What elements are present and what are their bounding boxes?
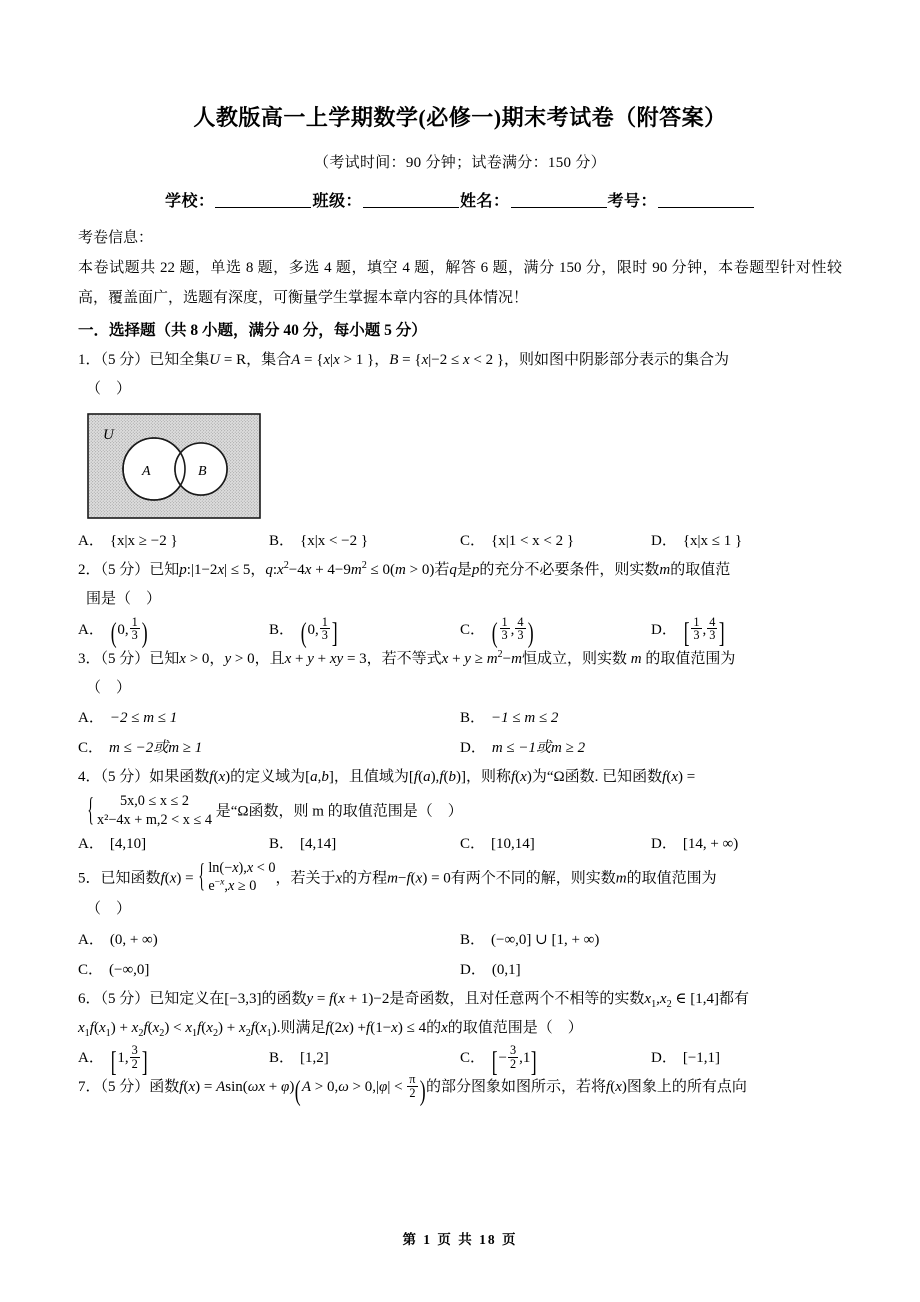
question-6-text-cont: $x_1f(x_1) + x_2f(x_2) < x_1f(x_2) + x_2f(x_1)$.则满足f(2x) +f(1−x) ≤ 4的x的取值范围是（ ） (78, 1019, 583, 1039)
piecewise-row-2: $e^{-x},x \ge 0$ (208, 876, 257, 895)
option-lower: 1 (117, 1050, 125, 1067)
option-text: m ≤ −2或m ≥ 1 (109, 740, 203, 757)
option-1-a[interactable] (78, 526, 269, 556)
option-text: [14, + ∞) (682, 835, 739, 852)
exam-no-label: 考号： (607, 192, 658, 210)
option-text: −2 ≤ m ≤ 1 (109, 710, 178, 727)
question-4-options (78, 829, 842, 859)
option-1-b[interactable] (269, 526, 460, 556)
option-6-b[interactable] (269, 1043, 460, 1073)
question-6-options (78, 1043, 842, 1078)
option-text: {x|x < −2 } (300, 533, 369, 550)
question-3-paren: （ ） (86, 679, 132, 696)
option-3-d[interactable] (460, 733, 842, 763)
option-tag: C． (460, 835, 486, 852)
question-4-text: 4．（5 分）如果函数f(x)的定义域为[a,b]，且值域为[f(a),f(b)]，则称f(x)为“Ω函数. 已知函数f(x) = (78, 769, 696, 786)
pi-over-two-fraction: $\frac{\pi}{2}$ (409, 1072, 416, 1100)
option-tag: D． (651, 621, 677, 638)
option-2-b[interactable]: B． (0, $\frac{1}{3}$ ] (269, 614, 338, 650)
option-4-a[interactable] (78, 829, 269, 859)
name-label: 姓名： (460, 192, 510, 210)
question-6-text: 6．（5 分）已知定义在[−3,3]的函数y = f(x + 1)−2是奇函数，且对任意两个不相等的实数$x_1,x_2$ ∈ [1,4]都有 (78, 990, 750, 1010)
option-tag: B． (460, 931, 486, 948)
school-label: 学校： (164, 192, 215, 210)
delim-right: ) (419, 1075, 426, 1107)
option-3-a[interactable] (78, 703, 460, 733)
option-6-d[interactable] (651, 1043, 842, 1073)
option-5-d[interactable] (460, 955, 842, 985)
option-2-c[interactable]: C． ( $\frac{1}{3}$ , $\frac{4}{3}$ ) (460, 614, 534, 650)
question-3-number: 3 (78, 650, 86, 667)
option-lower-sign: − (498, 1050, 507, 1067)
option-3-c[interactable] (78, 733, 460, 763)
option-2-d[interactable]: D． [ $\frac{1}{3}$ , $\frac{4}{3}$ ] (651, 614, 726, 650)
question-5-number: 5 (78, 870, 86, 887)
question-2-text-cont (78, 585, 842, 614)
option-tag: B． (269, 533, 295, 550)
question-2-text: 2．（5 分）已知p:|1−2x| ≤ 5，$q:x^2-4x + 4-9m^2 \le 0(m > 0)$若q是p的充分不必要条件，则实数m的取值范 (78, 560, 731, 579)
option-5-c[interactable] (78, 955, 460, 985)
option-3-b[interactable] (460, 703, 842, 733)
option-tag: D． (460, 961, 486, 978)
option-tag: A． (78, 835, 104, 852)
option-tag: B． (460, 710, 486, 727)
option-upper-fraction: $\frac{3}{2}$ (131, 1043, 138, 1071)
option-text: −1 ≤ m ≤ 2 (491, 710, 559, 727)
question-4-tail: 是“Ω函数，则 m 的取值范围是（ ） (215, 803, 463, 820)
option-text: {x|x ≤ 1 } (682, 533, 743, 550)
delim-left: ( (300, 618, 307, 650)
delim-left: ( (491, 618, 498, 650)
option-tag: A． (78, 710, 104, 727)
question-2-tail: 围是 (86, 591, 117, 608)
option-text: {x|1 < x < 2 } (491, 533, 575, 550)
class-label: 班级： (312, 192, 362, 210)
venn-universe-label: U (103, 427, 114, 444)
question-5-options-row2 (78, 955, 842, 985)
delim-right: ] (331, 618, 338, 650)
option-tag: C． (460, 621, 486, 638)
option-4-d[interactable] (651, 829, 842, 859)
option-6-c[interactable]: C． [− $\frac{3}{2}$ ,1] (460, 1043, 538, 1078)
option-tag: A． (78, 621, 104, 638)
option-tag: C． (78, 961, 104, 978)
option-text: [4,10] (109, 835, 147, 852)
option-lower: 0 (117, 621, 125, 638)
option-tag: C． (78, 740, 104, 757)
option-tag: C． (460, 533, 486, 550)
option-1-c[interactable] (460, 526, 651, 556)
venn-diagram (86, 412, 262, 520)
option-tag: B． (269, 1050, 295, 1067)
option-tag: A． (78, 931, 104, 948)
option-upper: 1 (522, 1050, 531, 1067)
question-1-options (78, 526, 842, 556)
page-content (78, 0, 842, 1107)
option-tag: D． (651, 835, 677, 852)
question-7-text: 7．（5 分）函数f(x) = Asin(ωx + φ)(A > 0,ω > 0,|φ| < $\frac{\pi}{2}$ )的部分图象如图所示，若将f(x)图象上的所有点向 (78, 1072, 747, 1107)
delim-right: ] (141, 1046, 148, 1078)
option-text: (−∞,0] (109, 961, 150, 978)
delim-left: ( (110, 618, 117, 650)
option-text: (0, + ∞) (109, 931, 158, 948)
question-7-number: 7 (78, 1079, 86, 1096)
question-4-number: 4 (78, 769, 86, 786)
piecewise-row-1: { 5x,0 ≤ x ≤ 2 (119, 793, 190, 810)
option-tag: B． (269, 621, 295, 638)
option-6-a[interactable]: A． [1, $\frac{3}{2}$ ] (78, 1043, 148, 1078)
delim-right: ) (527, 618, 534, 650)
question-5-piecewise (197, 859, 275, 895)
question-4-marks: （5 分） (100, 769, 150, 786)
question-3-marks: （5 分） (100, 650, 150, 667)
option-tag: A． (78, 1050, 104, 1067)
option-text: [10,14] (491, 835, 535, 852)
option-lower-fraction: $\frac{3}{2}$ (509, 1043, 517, 1071)
piecewise-row-2: x²−4x + m,2 < x ≤ 4 (97, 811, 212, 828)
question-5-text: 5．已知函数f(x) = { ln(−x),x < 0 $e^{-x},x \ge 0$ ，若关于x的方程m−f(x) = 0有两个不同的解，则实数m的取值范围为 (78, 859, 842, 895)
exam-info-heading: 考卷信息： (78, 229, 154, 246)
option-text: m ≤ −1或m ≥ 2 (491, 740, 586, 757)
question-1-paren: （ ） (86, 380, 132, 397)
option-5-b[interactable] (460, 925, 842, 955)
option-4-c[interactable] (460, 829, 651, 859)
question-6-number: 6 (78, 990, 86, 1007)
delim-right: ] (719, 618, 726, 650)
question-3-options-row2 (78, 733, 842, 763)
option-tag: D． (651, 533, 677, 550)
option-text: [−1,1] (682, 1050, 721, 1067)
option-2-a[interactable]: A． (0, $\frac{1}{3}$ ) (78, 614, 148, 650)
option-text: (−∞,0] ∪ [1, + ∞) (491, 931, 600, 948)
section-heading-choice: 一．选择题（共 8 小题，满分 40 分，每小题 5 分） (78, 321, 427, 339)
question-1-number: 1 (78, 351, 86, 368)
option-tag: A． (78, 533, 104, 550)
venn-label-b: B (198, 464, 207, 480)
question-1-marks: （5 分） (100, 351, 150, 368)
question-4-text-cont (78, 792, 842, 828)
delim-right: ] (531, 1046, 538, 1078)
delim-right: ) (141, 618, 148, 650)
question-5-options-row1 (78, 925, 842, 955)
question-5-paren: （ ） (86, 901, 132, 918)
option-4-b[interactable] (269, 829, 460, 859)
option-5-a[interactable] (78, 925, 460, 955)
option-tag: D． (460, 740, 486, 757)
question-2-paren: （ ） (116, 591, 162, 608)
exam-subtitle: （考试时间：90 分钟；试卷满分：150 分） (314, 154, 606, 171)
question-3-text: 3．（5 分）已知x > 0，y > 0，且x + y + xy = 3，若不等式$x + y \ge m^2-m$恒成立，则实数 m 的取值范围为 (78, 648, 736, 667)
school-input[interactable] (215, 192, 311, 208)
option-tag: D． (651, 1050, 677, 1067)
option-tag: C． (460, 1050, 486, 1067)
class-input[interactable] (363, 192, 459, 208)
option-upper-fraction: $\frac{4}{3}$ (709, 614, 716, 643)
piecewise-row-1: { ln(−x),x < 0 (208, 859, 276, 876)
question-4-piecewise (86, 792, 212, 828)
question-2-options (78, 614, 842, 650)
option-lower-fraction: $\frac{1}{3}$ (501, 614, 508, 643)
page-footer: 第 1 页 共 18 页 (402, 1232, 518, 1247)
option-text: [1,2] (300, 1050, 329, 1067)
option-text: (0,1] (491, 961, 521, 978)
question-2-marks: （5 分） (100, 562, 150, 579)
option-1-d[interactable] (651, 526, 842, 556)
option-lower: 0 (307, 621, 316, 638)
delim-left: [ (491, 1046, 498, 1078)
option-upper-fraction: $\frac{1}{3}$ (131, 614, 138, 643)
option-tag: B． (269, 835, 295, 852)
page-title: 人教版高一上学期数学(必修一)期末考试卷（附答案） (193, 105, 727, 130)
exam-no-input[interactable] (658, 192, 754, 208)
option-upper-fraction: $\frac{1}{3}$ (321, 614, 328, 643)
question-1-text: 1．（5 分）已知全集U = R，集合A = {x|x > 1 }，B = {x|−2 ≤ x < 2 }，则如图中阴影部分表示的集合为 (78, 351, 730, 368)
option-text: [4,14] (300, 835, 337, 852)
identity-fields-row (78, 172, 842, 211)
question-2-number: 2 (78, 562, 86, 579)
venn-label-a: A (142, 464, 151, 480)
question-7-marks: （5 分） (100, 1079, 150, 1096)
exam-info-text: 本卷试题共 22 题，单选 8 题，多选 4 题，填空 4 题，解答 6 题，满分 150 分，限时 90 分钟，本卷题型针对性较高，覆盖面广，选题有深度，可衡量学生掌握本章内容的具体情况！ (78, 259, 842, 306)
option-upper-fraction: $\frac{4}{3}$ (517, 614, 524, 643)
option-text: {x|x ≥ −2 } (109, 533, 178, 550)
option-lower-fraction: $\frac{1}{3}$ (693, 614, 700, 643)
question-3-options-row1 (78, 703, 842, 733)
question-6-marks: （5 分） (100, 990, 150, 1007)
delim-left: ( (295, 1075, 302, 1107)
delim-left: [ (683, 618, 690, 650)
delim-left: [ (110, 1046, 117, 1078)
venn-diagram-figure (78, 404, 842, 526)
name-input[interactable] (511, 192, 607, 208)
